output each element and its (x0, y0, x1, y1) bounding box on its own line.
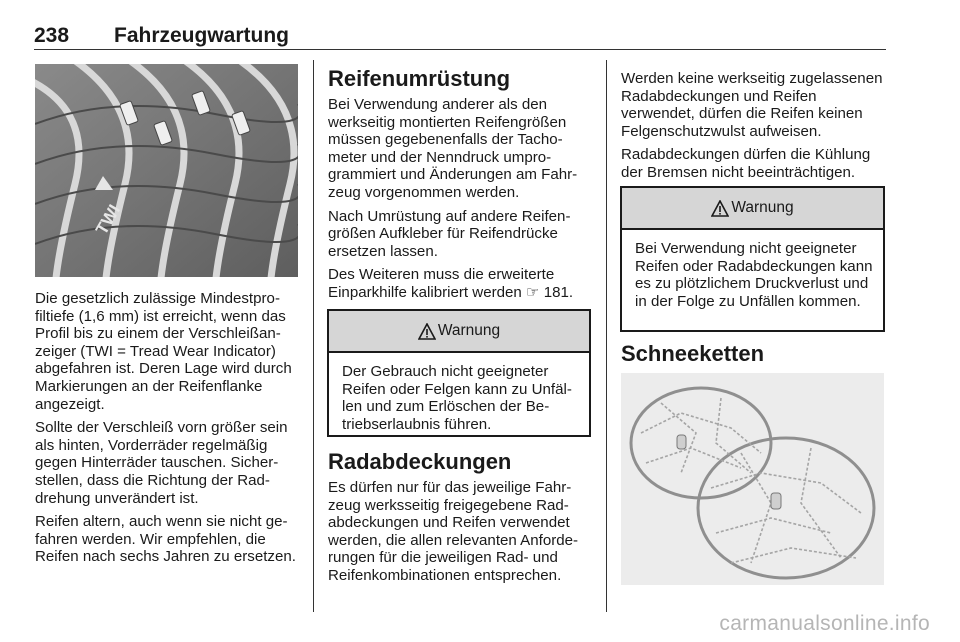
warning-header (329, 311, 589, 353)
snow-chains-illustration (621, 373, 884, 585)
watermark: carmanualsonline.info (719, 612, 930, 635)
paragraph: Die gesetzlich zulässige Mindestprofiltiefe (1,6 mm) ist erreicht, wenn das Profil bis zu einem der Verschleißanzeiger (TWI = Tread Wear Indicator) abgefahren ist. Deren Lage wird durch Markierungen an der Reifenflanke angezeigt. (35, 290, 292, 413)
section-heading-reifenumruestung: Reifenumrüstung (328, 66, 511, 91)
warning-text: Bei Verwendung nicht geeigneter Reifen oder Radabdeckungen kann es zu plötzlichem Druckverlust und in der Folge zu Unfällen kommen. (635, 240, 873, 310)
warning-header (622, 188, 883, 230)
paragraph: Radabdeckungen dürfen die Kühlung der Bremsen nicht beeinträchtigen. (621, 146, 871, 181)
column-divider-2 (606, 60, 607, 612)
paragraph: Nach Umrüstung auf andere Reifengrößen Aufkleber für Reifendrücke ersetzen lassen. (328, 207, 571, 260)
warning-box-wheel-covers (620, 186, 885, 332)
warning-title: Warnung (731, 199, 794, 216)
page-number: 238 (34, 24, 70, 47)
header-divider (34, 49, 886, 50)
section-heading-schneeketten: Schneeketten (621, 341, 765, 366)
chapter-title: Fahrzeugwartung (114, 24, 290, 47)
page-header (34, 24, 886, 50)
column-1-text (35, 290, 299, 572)
twi-label: TWI (92, 201, 125, 238)
paragraph: Sollte der Verschleiß vorn größer sein als hinten, Vorderräder regelmäßig gegen Hinterräder tauschen. Sicherstellen, dass die Richtung der Raddrehung unverändert ist. (35, 419, 288, 507)
warning-icon (711, 200, 729, 217)
warning-text: Der Gebrauch nicht geeigneter Reifen oder Felgen kann zu Unfällen und zum Erlöschen der Betriebserlaubnis führen. (342, 363, 572, 433)
warning-icon (418, 323, 436, 340)
warning-title: Warnung (437, 322, 501, 339)
paragraph: Es dürfen nur für das jeweilige Fahrzeug werksseitig freigegebene Radabdeckungen und Reifen verwendet werden, die allen relevanten Anforderungen für die jeweiligen Rad- und Reifenkombinationen entsprechen. (328, 479, 579, 584)
paragraph: Bei Verwendung anderer als den werkseitig montierten Reifengrößen müssen gegebenenfalls der Tachometer und der Nenndruck umprogrammiert und Änderungen am Fahrzeug vorgenommen werden. (328, 96, 578, 201)
paragraph: Des Weiteren muss die erweiterte Einparkhilfe kalibriert werden ☞ 181. (328, 266, 574, 301)
warning-box-tires (327, 309, 591, 437)
column-2-text-top (328, 96, 592, 308)
section-heading-radabdeckungen: Radabdeckungen (328, 449, 512, 474)
column-divider-1 (313, 60, 314, 612)
column-2-text-bottom (328, 479, 592, 591)
paragraph: Werden keine werkseitig zugelassenen Radabdeckungen und Reifen verwendet, dürfen die Reifen keinen Felgenschutzwulst aufweisen. (621, 70, 883, 140)
column-3-text (621, 70, 887, 188)
tire-tread-illustration (35, 64, 298, 277)
paragraph: Reifen altern, auch wenn sie nicht gefahren werden. Wir empfehlen, die Reifen nach sechs Jahren zu ersetzen. (35, 513, 296, 566)
